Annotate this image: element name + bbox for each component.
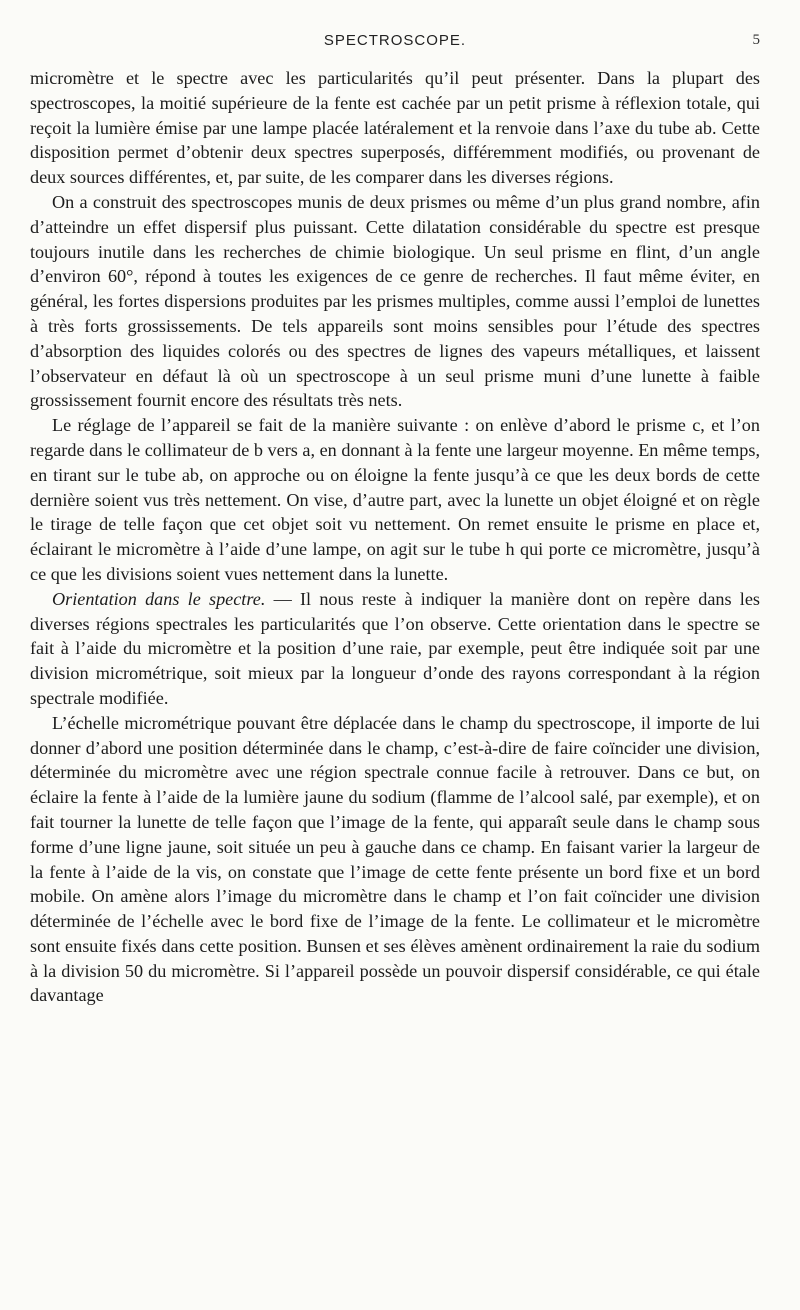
section-heading-orientation: Orientation dans le spectre. xyxy=(52,588,266,609)
running-title: SPECTROSCOPE. xyxy=(323,32,467,49)
running-head xyxy=(30,26,760,66)
paragraph-4 xyxy=(30,587,760,711)
paragraph-3: Le réglage de l’appareil se fait de la manière suivante : on enlève d’abord le prisme c, et l’on regarde dans le collimateur de b vers a, en donnant à la fente une largeur moyenne. En même temps, en tirant sur le tube ab, on approche ou on éloigne la fente jusqu’à ce que les deux bords de cette dernière soient vus très nettement. On vise, d’autre part, avec la lunette un objet éloigné et on règle le tirage de telle façon que cet objet soit vu nettement. On remet ensuite le prisme en place et, éclairant le micromètre à l’aide d’une lampe, on agit sur le tube h qui porte ce micromètre, jusqu’à ce que les divisions soient vues nettement dans la lunette. xyxy=(30,415,760,584)
page-number: 5 xyxy=(752,32,760,48)
paragraph-1: micromètre et le spectre avec les particularités qu’il peut présenter. Dans la plupart des spectroscopes, la moitié supérieure de la fente est cachée par un petit prisme à réflexion totale, qui reçoit la lumière émise par une lampe placée latéralement et la renvoie dans l’axe du tube ab. Cette disposition permet d’obtenir deux spectres superposés, différemment modifiés, ou provenant de deux sources différentes, et, par suite, de les comparer dans les diverses régions. xyxy=(30,68,760,188)
paragraph-5: L’échelle micrométrique pouvant être déplacée dans le champ du spectroscope, il importe de lui donner d’abord une position déterminée dans le champ, c’est-à-dire de faire coïncider une division, déterminée du micromètre avec une région spectrale connue facile à retrouver. Dans ce but, on éclaire la fente à l’aide de la lumière jaune du sodium (flamme de l’alcool salé, par exemple), et on fait tourner la lunette de telle façon que l’image de la fente, qui apparaît seule dans le champ sous forme d’une ligne jaune, soit située un peu à gauche dans ce champ. En faisant varier la largeur de la fente à l’aide de la vis, on constate que l’image de cette fente présente un bord fixe et un bord mobile. On amène alors l’image du micromètre dans le champ et l’on fait coïncider une division déterminée de l’échelle avec le bord fixe de l’image de la fente. Le collimateur et le micromètre sont ensuite fixés dans cette position. Bunsen et ses élèves amènent ordinairement la raie du sodium à la division 50 du micromètre. Si l’appareil possède un pouvoir dispersif considérable, ce qui étale davantage xyxy=(30,712,760,1006)
paragraph-2: On a construit des spectroscopes munis de deux prismes ou même d’un plus grand nombre, afin d’atteindre un effet dispersif plus puissant. Cette dilatation considérable du spectre est presque toujours inutile dans les recherches de chimie biologique. Un seul prisme en flint, d’un angle d’environ 60°, répond à toutes les exigences de ce genre de recherches. Il faut même éviter, en général, les fortes dispersions produites par les prismes multiples, comme aussi l’emploi de lunettes à très forts grossissements. De tels appareils sont moins sensibles pour l’étude des spectres d’absorption des liquides colorés ou des spectres de lignes des vapeurs métalliques, et laissent l’observateur en défaut là où un spectroscope à un seul prisme muni d’une lunette à faible grossissement fournit encore des résultats très nets. xyxy=(30,191,760,411)
paragraph-4-text: — Il nous reste à indiquer la manière dont on repère dans les diverses régions spectrales les particularités que l’on observe. Cette orientation dans le spectre se fait à l’aide du micromètre et la position d’une raie, par exemple, peut être indiquée soit par une division micrométrique, soit mieux par la longueur d’onde des rayons correspondant à la région spectrale modifiée. xyxy=(30,588,760,708)
body-text xyxy=(30,66,760,1008)
